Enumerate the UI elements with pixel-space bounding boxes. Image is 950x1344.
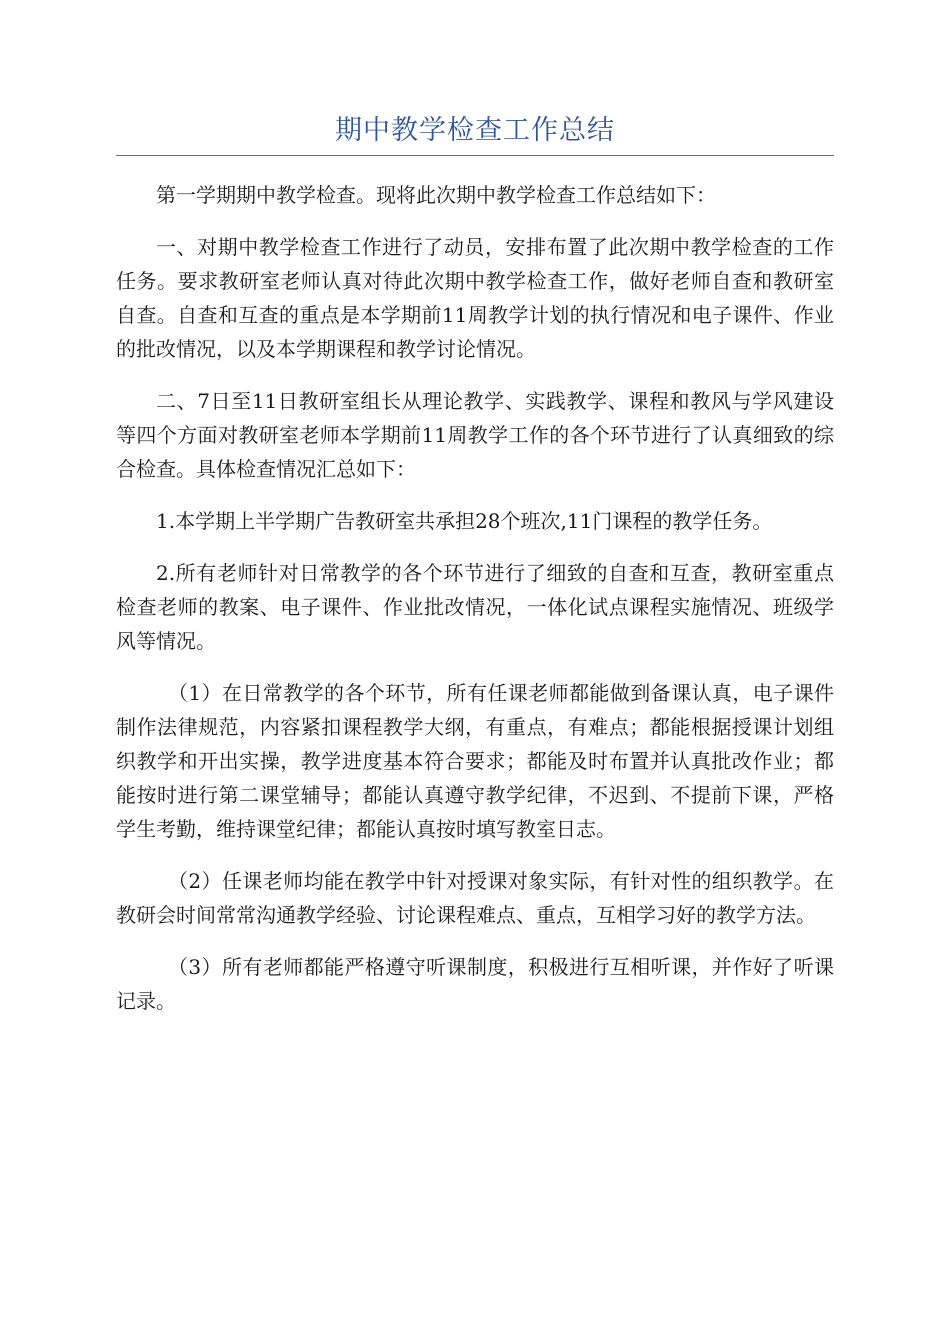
paragraph-subitem-3: （3）所有老师都能严格遵守听课制度，积极进行互相听课，并作好了听课记录。 [116, 955, 834, 1013]
paragraph-subitem-2: （2）任课老师均能在教学中针对授课对象实际，有针对性的组织教学。在教研会时间常常沟通教学经验、讨论课程难点、重点，互相学习好的教学方法。 [116, 869, 834, 927]
paragraph-section-one: 一、对期中教学检查工作进行了动员，安排布置了此次期中教学检查的工作任务。要求教研室老师认真对待此次期中教学检查工作，做好老师自查和教研室自查。自查和互查的重点是本学期前11周教学计划的执行情况和电子课件、作业的批改情况，以及本学期课程和教学讨论情况。 [116, 235, 834, 361]
title-underline [116, 155, 834, 156]
paragraph-intro: 第一学期期中教学检查。现将此次期中教学检查工作总结如下： [156, 183, 716, 207]
paragraph-item-2: 2.所有老师针对日常教学的各个环节进行了细致的自查和互查，教研室重点检查老师的教案、电子课件、作业批改情况，一体化试点课程实施情况、班级学风等情况。 [116, 561, 834, 653]
paragraph-subitem-1: （1）在日常教学的各个环节，所有任课老师都能做到备课认真，电子课件制作法律规范，内容紧扣课程教学大纲，有重点，有难点；都能根据授课计划组织教学和开出实操，教学进度基本符合要求；都能及时布置并认真批改作业；都能按时进行第二课堂辅导；都能认真遵守教学纪律，不迟到、不提前下课，严格学生考勤，维持课堂纪律；都能认真按时填写教室日志。 [116, 681, 834, 841]
document-title: 期中教学检查工作总结 [335, 115, 615, 146]
paragraph-section-two: 二、7日至11日教研室组长从理论教学、实践教学、课程和教风与学风建设等四个方面对教研室老师本学期前11周教学工作的各个环节进行了认真细致的综合检查。具体检查情况汇总如下： [116, 389, 834, 481]
paragraph-item-1: 1.本学期上半学期广告教研室共承担28个班次,11门课程的教学任务。 [156, 509, 773, 533]
